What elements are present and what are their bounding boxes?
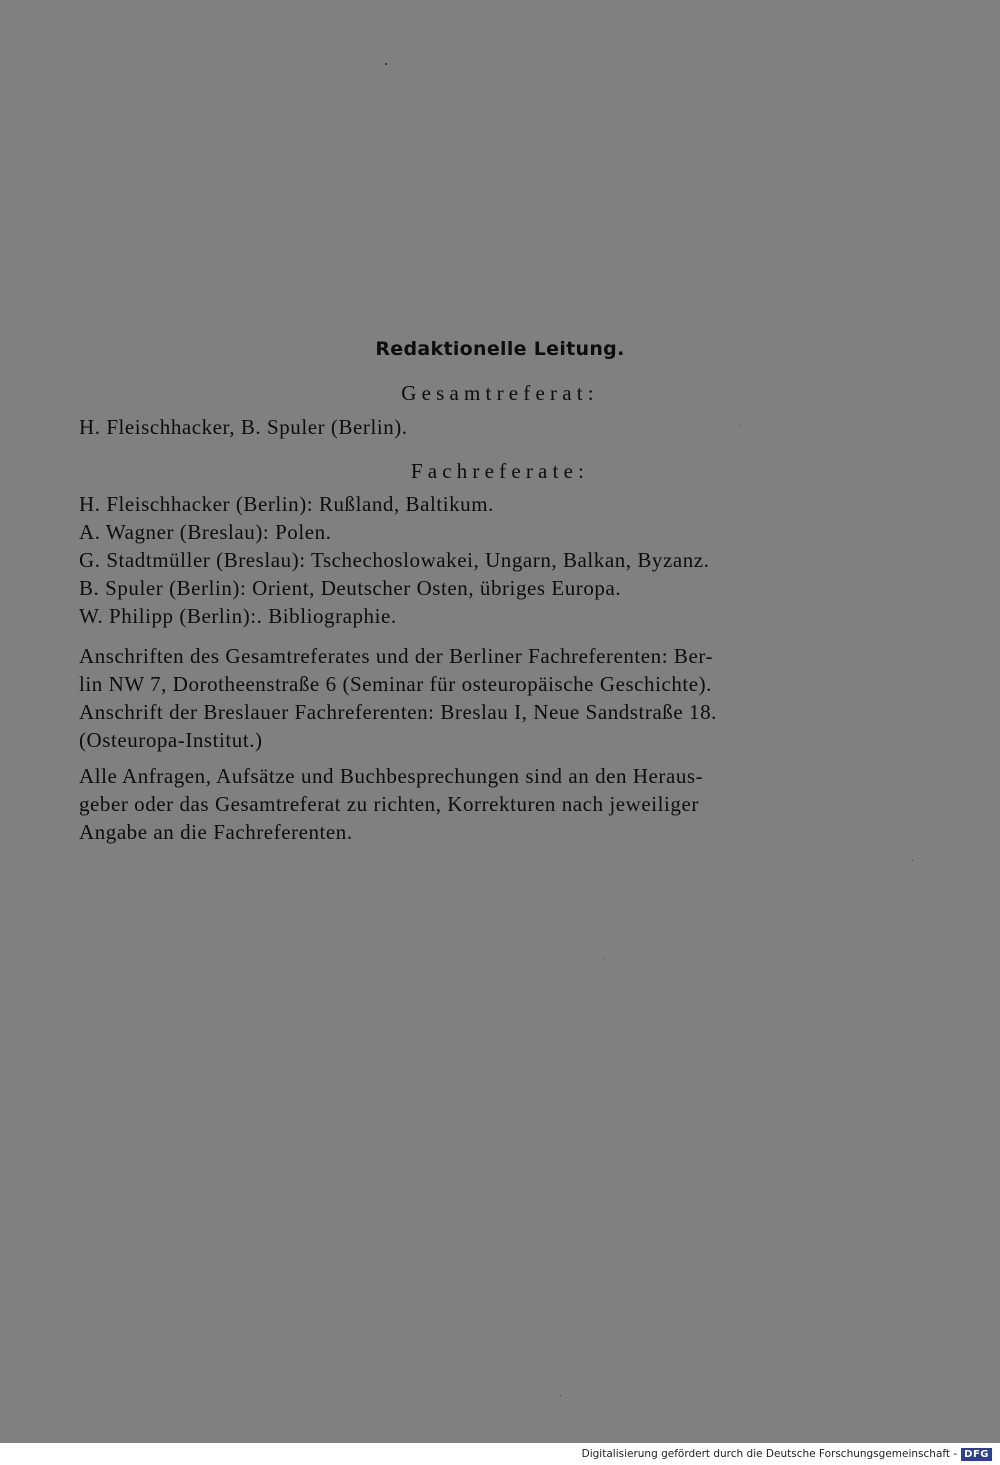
list-item: H. Fleischhacker (Berlin): Rußland, Baltikum. <box>79 492 494 516</box>
scan-speck <box>912 860 913 861</box>
text-line: Alle Anfragen, Aufsätze und Buchbesprechungen sind an den Heraus- <box>79 764 704 788</box>
text-line: geber oder das Gesamtreferat zu richten, Korrekturen nach jeweiliger <box>79 792 699 816</box>
scan-speck <box>560 1395 561 1396</box>
list-item: A. Wagner (Breslau): Polen. <box>79 520 332 544</box>
text-line: H. Fleischhacker, B. Spuler (Berlin). <box>79 415 408 439</box>
text-line: lin NW 7, Dorotheenstraße 6 (Seminar für osteuropäische Geschichte). <box>79 672 712 696</box>
gesamtreferat-heading: Gesamtreferat: <box>401 381 599 405</box>
text-line: Angabe an die Fachreferenten. <box>79 820 353 844</box>
list-item: G. Stadtmüller (Breslau): Tschechoslowakei, Ungarn, Balkan, Byzanz. <box>79 548 710 572</box>
gesamtreferat-names <box>79 413 919 441</box>
funding-footer <box>582 1446 992 1462</box>
address-paragraph <box>79 642 919 754</box>
page-title: Redaktionelle Leitung. <box>375 338 625 360</box>
text-line: Anschriften des Gesamtreferates und der Berliner Fachreferenten: Ber- <box>79 644 714 668</box>
scan-speck <box>603 958 604 959</box>
fachreferate-list <box>79 490 919 630</box>
footer-text: Digitalisierung gefördert durch die Deutsche Forschungsgemeinschaft - <box>581 1448 958 1460</box>
notice-paragraph <box>79 762 919 846</box>
text-line: (Osteuropa-Institut.) <box>79 728 263 752</box>
scan-speck <box>385 63 387 65</box>
fachreferate-heading: Fachreferate: <box>410 459 590 483</box>
dfg-logo: DFG <box>961 1448 992 1461</box>
text-line: Anschrift der Breslauer Fachreferenten: Breslau I, Neue Sandstraße 18. <box>79 700 717 724</box>
list-item: B. Spuler (Berlin): Orient, Deutscher Osten, übriges Europa. <box>79 576 622 600</box>
list-item: W. Philipp (Berlin):. Bibliographie. <box>79 604 397 628</box>
